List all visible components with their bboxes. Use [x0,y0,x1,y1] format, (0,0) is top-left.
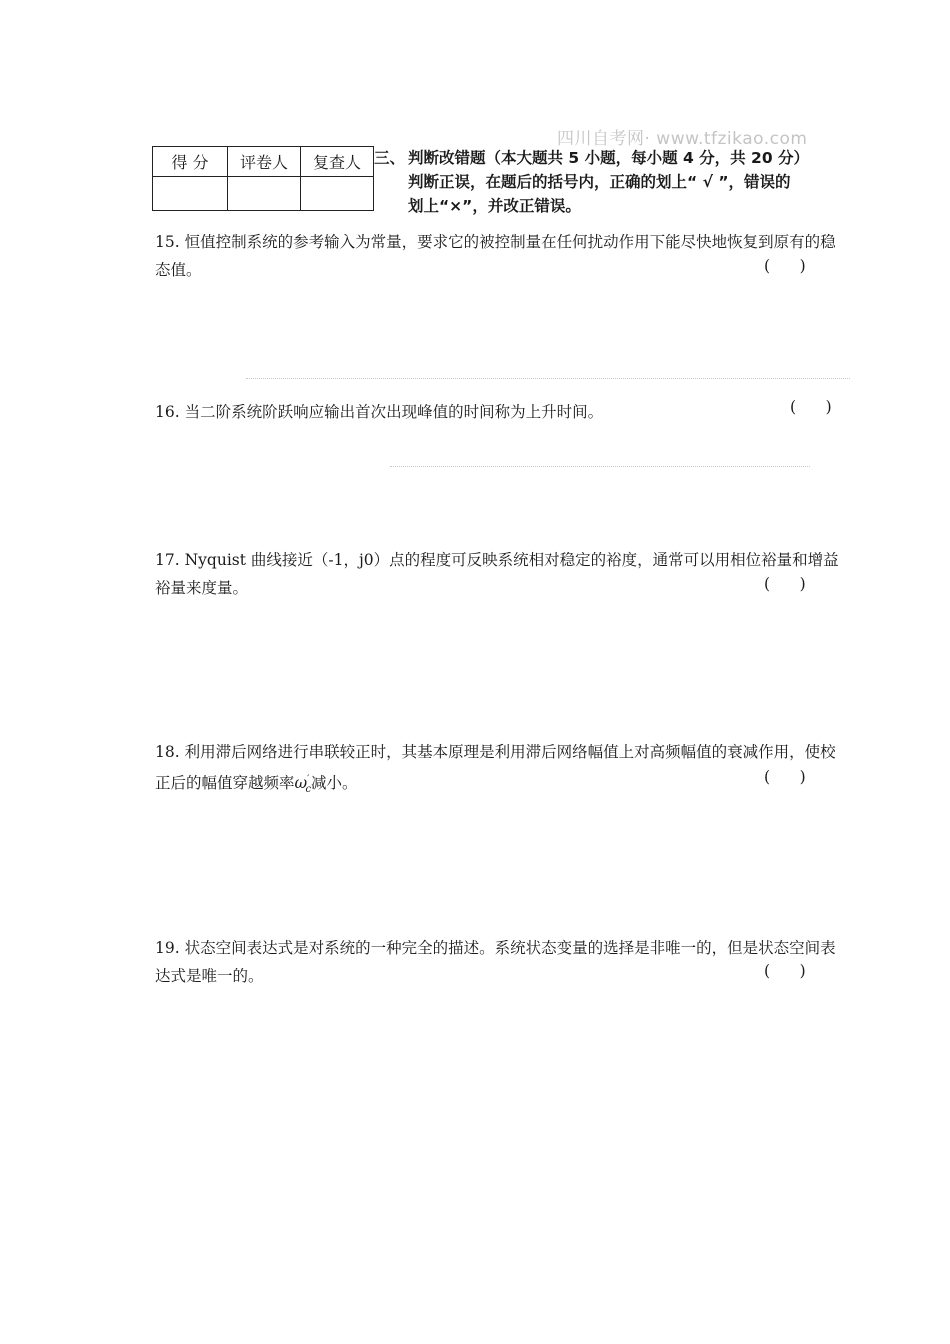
score-header-score: 得 分 [153,147,228,177]
score-table [152,146,374,211]
question-number: 16. [155,403,180,421]
question-text: 状态空间表达式是对系统的一种完全的描述。系统状态变量的选择是非唯一的，但是状态空间表达式是唯一的。 [155,939,836,985]
answer-blank[interactable]: ( ) [790,398,832,416]
question-text-part1: 利用滞后网络进行串联较正时，其基本原理是利用滞后网络幅值上对高频幅值的衰减作用，使校正后的幅值穿越频率 [155,743,836,793]
answer-blank[interactable]: ( ) [764,962,806,980]
question-number: 19. [155,939,180,957]
question-text-part2: 减小。 [311,774,358,793]
score-cell-score[interactable] [153,177,228,211]
question-number: 15. [155,233,180,251]
question-text: 当二阶系统阶跃响应输出首次出现峰值的时间称为上升时间。 [184,403,604,421]
question-text: 恒值控制系统的参考输入为常量，要求它的被控制量在任何扰动作用下能尽快地恢复到原有的稳态值。 [155,233,836,279]
question-number: 17. [155,551,180,569]
divider-dots [246,378,850,379]
question-18 [155,738,845,804]
answer-blank[interactable]: ( ) [764,768,806,786]
score-cell-reviewer[interactable] [301,177,374,211]
question-17 [155,546,845,602]
section-instruction-1: 判断正误，在题后的括号内，正确的划上“ √ ”，错误的 [408,173,791,191]
score-header-grader: 评卷人 [228,147,301,177]
divider-dots [390,466,810,467]
score-cell-grader[interactable] [228,177,301,211]
section-instruction-2: 划上“×”，并改正错误。 [408,197,581,215]
answer-blank[interactable]: ( ) [764,575,806,593]
question-16 [155,398,845,426]
question-text: Nyquist 曲线接近（-1，j0）点的程度可反映系统相对稳定的裕度，通常可以用相位裕量和增益裕量来度量。 [155,551,839,597]
question-number: 18. [155,743,180,761]
question-19 [155,934,845,990]
section-number: 三、 [374,149,406,167]
question-15 [155,228,845,284]
answer-blank[interactable]: ( ) [764,257,806,275]
watermark: 四川自考网· www.tfzikao.com [557,129,808,149]
math-symbol-omega-c: $\omega'_c$ [294,774,312,796]
section-title: 判断改错题（本大题共 5 小题，每小题 4 分，共 20 分） [408,149,810,167]
score-header-reviewer: 复查人 [301,147,374,177]
